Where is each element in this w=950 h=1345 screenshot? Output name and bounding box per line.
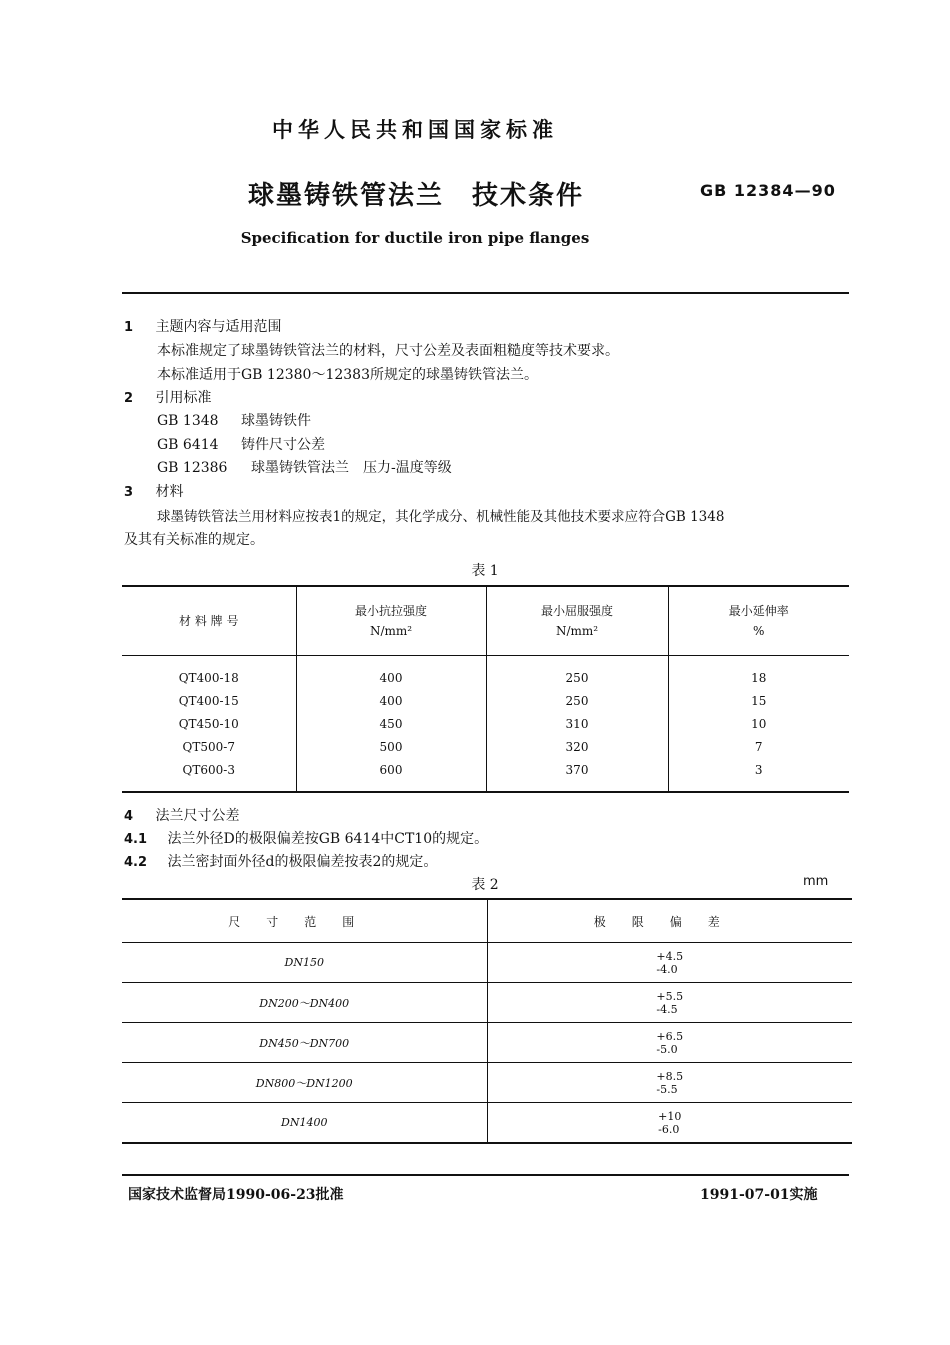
lower-deviation: -5.0 bbox=[656, 1042, 678, 1056]
table-row bbox=[122, 689, 849, 712]
section-1-heading bbox=[124, 316, 282, 336]
table-row bbox=[122, 1023, 852, 1063]
upper-deviation: +8.5 bbox=[656, 1069, 684, 1083]
clause-number: 4.1 bbox=[124, 832, 148, 847]
header-unit: % bbox=[753, 624, 765, 638]
clause-4-2 bbox=[124, 851, 437, 871]
header-tensile-strength bbox=[296, 586, 486, 656]
upper-deviation: +10 bbox=[658, 1109, 682, 1123]
reference-standard bbox=[157, 457, 452, 477]
header-label: 极限偏差 bbox=[593, 914, 746, 929]
effective-date: 1991-07-01实施 bbox=[700, 1187, 818, 1203]
header-label: 尺寸范围 bbox=[228, 914, 381, 929]
lower-deviation: -4.0 bbox=[656, 962, 678, 976]
section-3-paragraph: 球墨铸铁管法兰用材料应按表1的规定，其化学成分、机械性能及其他技术要求应符合GB 1348 bbox=[157, 509, 725, 525]
header-unit: N/mm² bbox=[369, 624, 413, 638]
section-title: 法兰尺寸公差 bbox=[155, 808, 240, 824]
cell-deviation bbox=[487, 943, 852, 983]
reference-name: 球墨铸铁管法兰 压力-温度等级 bbox=[251, 460, 452, 476]
cell-tensile: 500 bbox=[296, 735, 486, 758]
header-yield-strength bbox=[486, 586, 668, 656]
cell-tensile: 600 bbox=[296, 758, 486, 792]
section-3-paragraph-continued: 及其有关标准的规定。 bbox=[124, 532, 264, 548]
cell-deviation bbox=[487, 1063, 852, 1103]
cell-yield: 250 bbox=[486, 656, 668, 690]
table-row bbox=[122, 983, 852, 1023]
clause-text: 法兰密封面外径d的极限偏差按表2的规定。 bbox=[167, 854, 438, 870]
table-row bbox=[122, 656, 849, 690]
upper-deviation: +4.5 bbox=[656, 949, 684, 963]
cell-elongation: 10 bbox=[668, 712, 849, 735]
table-header-row bbox=[122, 586, 849, 656]
section-title: 引用标准 bbox=[155, 390, 212, 406]
cell-grade: QT400-18 bbox=[178, 670, 239, 685]
cell-grade: QT600-3 bbox=[182, 762, 235, 777]
header-elongation bbox=[668, 586, 849, 656]
section-title: 主题内容与适用范围 bbox=[155, 319, 282, 335]
section-3-heading bbox=[124, 481, 184, 501]
reference-name: 球墨铸铁件 bbox=[241, 413, 311, 429]
section-number: 1 bbox=[124, 320, 134, 335]
header-label: 最小延伸率 bbox=[728, 604, 789, 618]
table-row bbox=[122, 1103, 852, 1144]
header-label: 材 料 牌 号 bbox=[179, 614, 239, 628]
upper-deviation: +5.5 bbox=[656, 989, 684, 1003]
cell-deviation bbox=[487, 1103, 852, 1144]
table-2-caption: 表 2 bbox=[471, 877, 499, 893]
cell-grade: QT500-7 bbox=[182, 739, 235, 754]
table-2-unit: mm bbox=[803, 874, 829, 889]
clause-4-1 bbox=[124, 828, 488, 848]
reference-code: GB 1348 bbox=[157, 413, 219, 429]
tolerance-table bbox=[122, 898, 852, 1144]
cell-size-range: DN450～DN700 bbox=[122, 1023, 487, 1063]
cell-size-range: DN200～DN400 bbox=[122, 983, 487, 1023]
header-size-range bbox=[122, 899, 487, 943]
table-row bbox=[122, 758, 849, 792]
cell-size-range: DN800～DN1200 bbox=[122, 1063, 487, 1103]
header-unit: N/mm² bbox=[555, 624, 599, 638]
document-title-english: Specification for ductile iron pipe flanges bbox=[240, 229, 590, 247]
approval-date: 国家技术监督局1990-06-23批准 bbox=[128, 1187, 344, 1203]
cell-yield: 250 bbox=[486, 689, 668, 712]
lower-deviation: -4.5 bbox=[656, 1002, 678, 1016]
header-material-grade bbox=[122, 586, 296, 656]
section-title: 材料 bbox=[155, 484, 184, 500]
cell-tensile: 400 bbox=[296, 689, 486, 712]
header-label: 最小抗拉强度 bbox=[354, 604, 427, 618]
document-title-chinese: 球墨铸铁管法兰 技术条件 bbox=[248, 181, 585, 211]
reference-standard bbox=[157, 410, 311, 430]
header-deviation bbox=[487, 899, 852, 943]
header-label: 最小屈服强度 bbox=[540, 604, 613, 618]
reference-code: GB 12386 bbox=[157, 460, 228, 476]
cell-yield: 310 bbox=[486, 712, 668, 735]
cell-grade: QT400-15 bbox=[178, 693, 239, 708]
cell-yield: 370 bbox=[486, 758, 668, 792]
cell-elongation: 3 bbox=[668, 758, 849, 792]
section-1-paragraph-2: 本标准适用于GB 12380～12383所规定的球墨铸铁管法兰。 bbox=[157, 367, 538, 383]
cell-grade: QT450-10 bbox=[178, 716, 239, 731]
cell-elongation: 18 bbox=[668, 656, 849, 690]
lower-deviation: -6.0 bbox=[658, 1122, 680, 1136]
cell-size-range: DN1400 bbox=[281, 1116, 328, 1129]
table-1-caption: 表 1 bbox=[471, 563, 499, 579]
cell-elongation: 7 bbox=[668, 735, 849, 758]
cell-deviation bbox=[487, 983, 852, 1023]
table-header-row bbox=[122, 899, 852, 943]
table-row bbox=[122, 735, 849, 758]
footer-rule bbox=[122, 1174, 849, 1176]
materials-table bbox=[122, 585, 849, 793]
cell-elongation: 15 bbox=[668, 689, 849, 712]
section-number: 4 bbox=[124, 809, 134, 824]
cell-deviation bbox=[487, 1023, 852, 1063]
clause-number: 4.2 bbox=[124, 855, 148, 870]
section-4-heading bbox=[124, 805, 240, 825]
reference-code: GB 6414 bbox=[157, 437, 219, 453]
clause-text: 法兰外径D的极限偏差按GB 6414中CT10的规定。 bbox=[167, 831, 489, 847]
standard-number: GB 12384—90 bbox=[700, 181, 836, 200]
upper-deviation: +6.5 bbox=[656, 1029, 684, 1043]
reference-name: 铸件尺寸公差 bbox=[241, 437, 325, 453]
cell-size-range: DN150 bbox=[122, 943, 487, 983]
table-row bbox=[122, 712, 849, 735]
lower-deviation: -5.5 bbox=[656, 1082, 678, 1096]
section-1-paragraph-1: 本标准规定了球墨铸铁管法兰的材料，尺寸公差及表面粗糙度等技术要求。 bbox=[157, 343, 619, 359]
cell-yield: 320 bbox=[486, 735, 668, 758]
section-number: 3 bbox=[124, 485, 134, 500]
cell-tensile: 450 bbox=[296, 712, 486, 735]
table-row bbox=[122, 943, 852, 983]
cell-tensile: 400 bbox=[296, 656, 486, 690]
reference-standard bbox=[157, 434, 325, 454]
header-rule bbox=[122, 292, 849, 294]
section-2-heading bbox=[124, 387, 212, 407]
table-row bbox=[122, 1063, 852, 1103]
standard-organization: 中华人民共和国国家标准 bbox=[272, 117, 558, 142]
section-number: 2 bbox=[124, 391, 134, 406]
